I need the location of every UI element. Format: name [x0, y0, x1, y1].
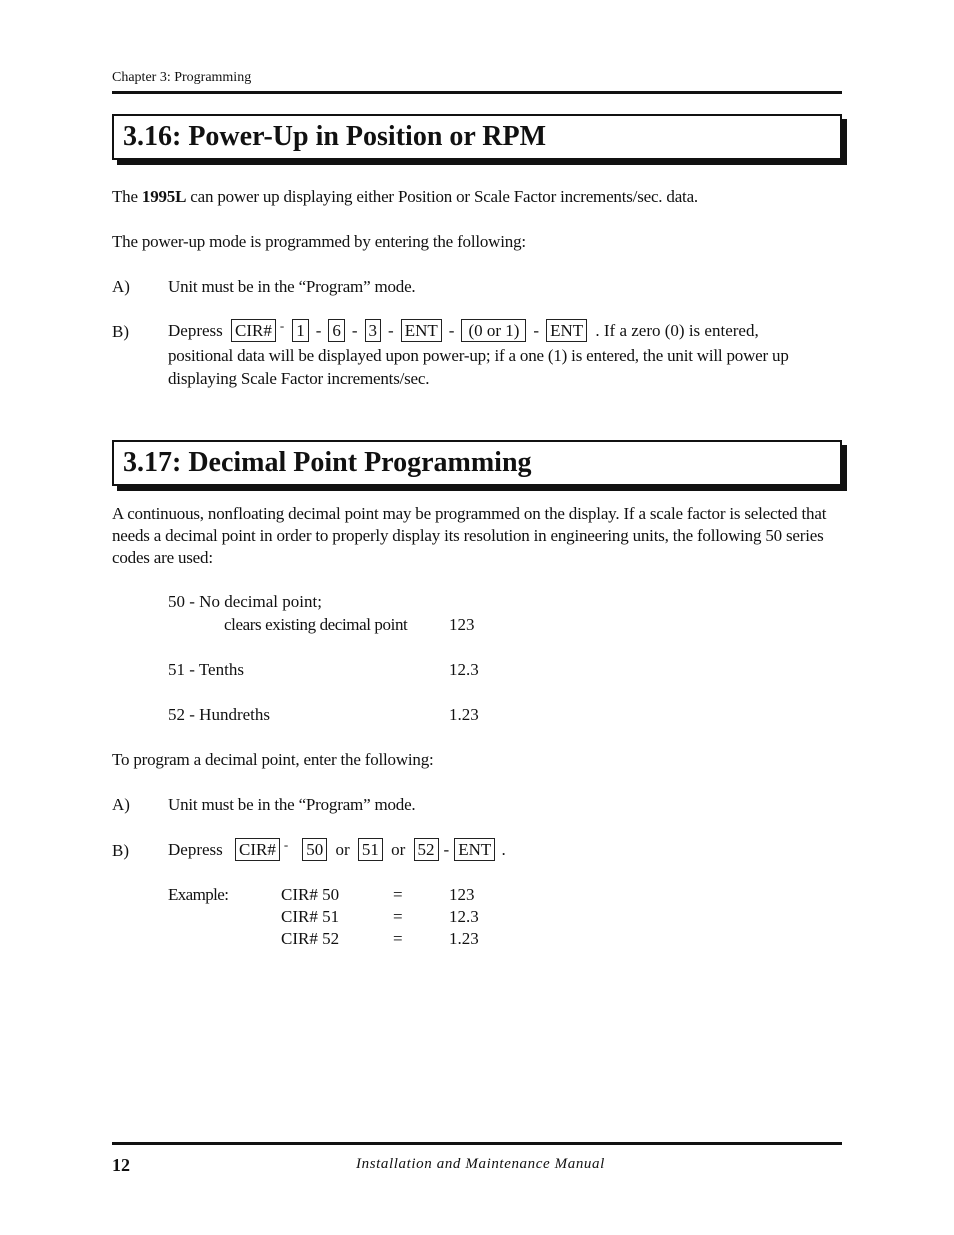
- code-51-label: 51 - Tenths: [168, 660, 244, 679]
- example-label: Example:: [168, 885, 229, 904]
- dash: -: [351, 321, 358, 340]
- superscript-dash: -: [279, 318, 285, 333]
- section-3-16-para2: The power-up mode is programmed by entering the following:: [112, 232, 526, 251]
- dash: -: [388, 321, 394, 340]
- header-rule: [112, 91, 842, 94]
- section-3-17-intro: A continuous, nonfloating decimal point may be programmed on the display. If a scale factor is selected that needs a decimal point in order to properly display its resolution in engineering units, the following 50 series codes are used:: [112, 504, 827, 567]
- superscript-dash: -: [283, 837, 289, 852]
- key-0-or-1: (0 or 1): [461, 319, 526, 342]
- step-a-label: A): [112, 277, 130, 296]
- code-51-value: 12.3: [449, 660, 479, 679]
- key-51: 51: [358, 838, 383, 861]
- model-number: 1995L: [141, 187, 187, 206]
- key-1: 1: [292, 319, 309, 342]
- section-3-17-banner: [112, 440, 842, 486]
- code-50-label: 50 - No decimal point;: [168, 592, 322, 611]
- example-eq-3: =: [393, 929, 403, 948]
- key-ent: ENT: [401, 319, 442, 342]
- step-b-line3: displaying Scale Factor increments/sec.: [168, 369, 430, 388]
- key-cir: CIR#: [231, 319, 276, 342]
- dash: -: [443, 840, 450, 859]
- example-value-1: 123: [449, 885, 475, 904]
- section-3-17-para2: To program a decimal point, enter the following:: [112, 750, 434, 769]
- key-ent: ENT: [454, 838, 495, 861]
- chapter-header: Chapter 3: Programming: [112, 70, 252, 85]
- section-3-16-banner: [112, 114, 842, 160]
- key-cir: CIR#: [235, 838, 280, 861]
- code-52-label: 52 - Hundreths: [168, 705, 270, 724]
- step-b-key-sequence-2: [168, 838, 506, 861]
- step-a-label-2: A): [112, 795, 130, 814]
- example-code-1: CIR# 50: [281, 885, 340, 904]
- key-ent-2: ENT: [546, 319, 587, 342]
- step-b-tail-2: .: [501, 840, 506, 859]
- step-b-line2: positional data will be displayed upon power-up; if a one (1) is entered, the unit will power up: [168, 346, 789, 365]
- example-code-2: CIR# 51: [281, 907, 340, 926]
- intro-pre: The: [112, 187, 142, 206]
- or-text: or: [335, 840, 350, 859]
- key-3: 3: [365, 319, 382, 342]
- dash: -: [533, 321, 540, 340]
- depress-text: Depress: [168, 840, 223, 859]
- key-6: 6: [328, 319, 345, 342]
- depress-text: Depress: [168, 321, 223, 340]
- section-3-16-title: 3.16: Power-Up in Position or RPM: [123, 121, 547, 152]
- step-b-label: B): [112, 322, 129, 341]
- step-b-tail: . If a zero (0) is entered,: [595, 321, 759, 340]
- example-code-3: CIR# 52: [281, 929, 340, 948]
- code-50-sub: clears existing decimal point: [224, 615, 408, 634]
- dash: -: [315, 321, 322, 340]
- step-b-label-2: B): [112, 841, 129, 860]
- step-b-key-sequence: [168, 319, 759, 342]
- key-52: 52: [414, 838, 439, 861]
- example-value-2: 12.3: [449, 907, 479, 926]
- example-eq-1: =: [393, 885, 403, 904]
- step-a-text-2: Unit must be in the “Program” mode.: [168, 795, 416, 814]
- code-52-value: 1.23: [449, 705, 479, 724]
- or-text: or: [391, 840, 406, 859]
- intro-post: can power up displaying either Position or Scale Factor increments/sec. data.: [186, 187, 698, 206]
- example-eq-2: =: [393, 907, 403, 926]
- dash: -: [448, 321, 455, 340]
- footer-rule: [112, 1142, 842, 1145]
- code-50-value: 123: [449, 615, 475, 634]
- section-3-17-title: 3.17: Decimal Point Programming: [123, 447, 532, 478]
- step-a-text: Unit must be in the “Program” mode.: [168, 277, 416, 296]
- page-number: 12: [112, 1155, 130, 1175]
- section-3-16-intro: [112, 186, 698, 208]
- manual-title: Installation and Maintenance Manual: [356, 1156, 605, 1172]
- key-50: 50: [302, 838, 327, 861]
- example-value-3: 1.23: [449, 929, 479, 948]
